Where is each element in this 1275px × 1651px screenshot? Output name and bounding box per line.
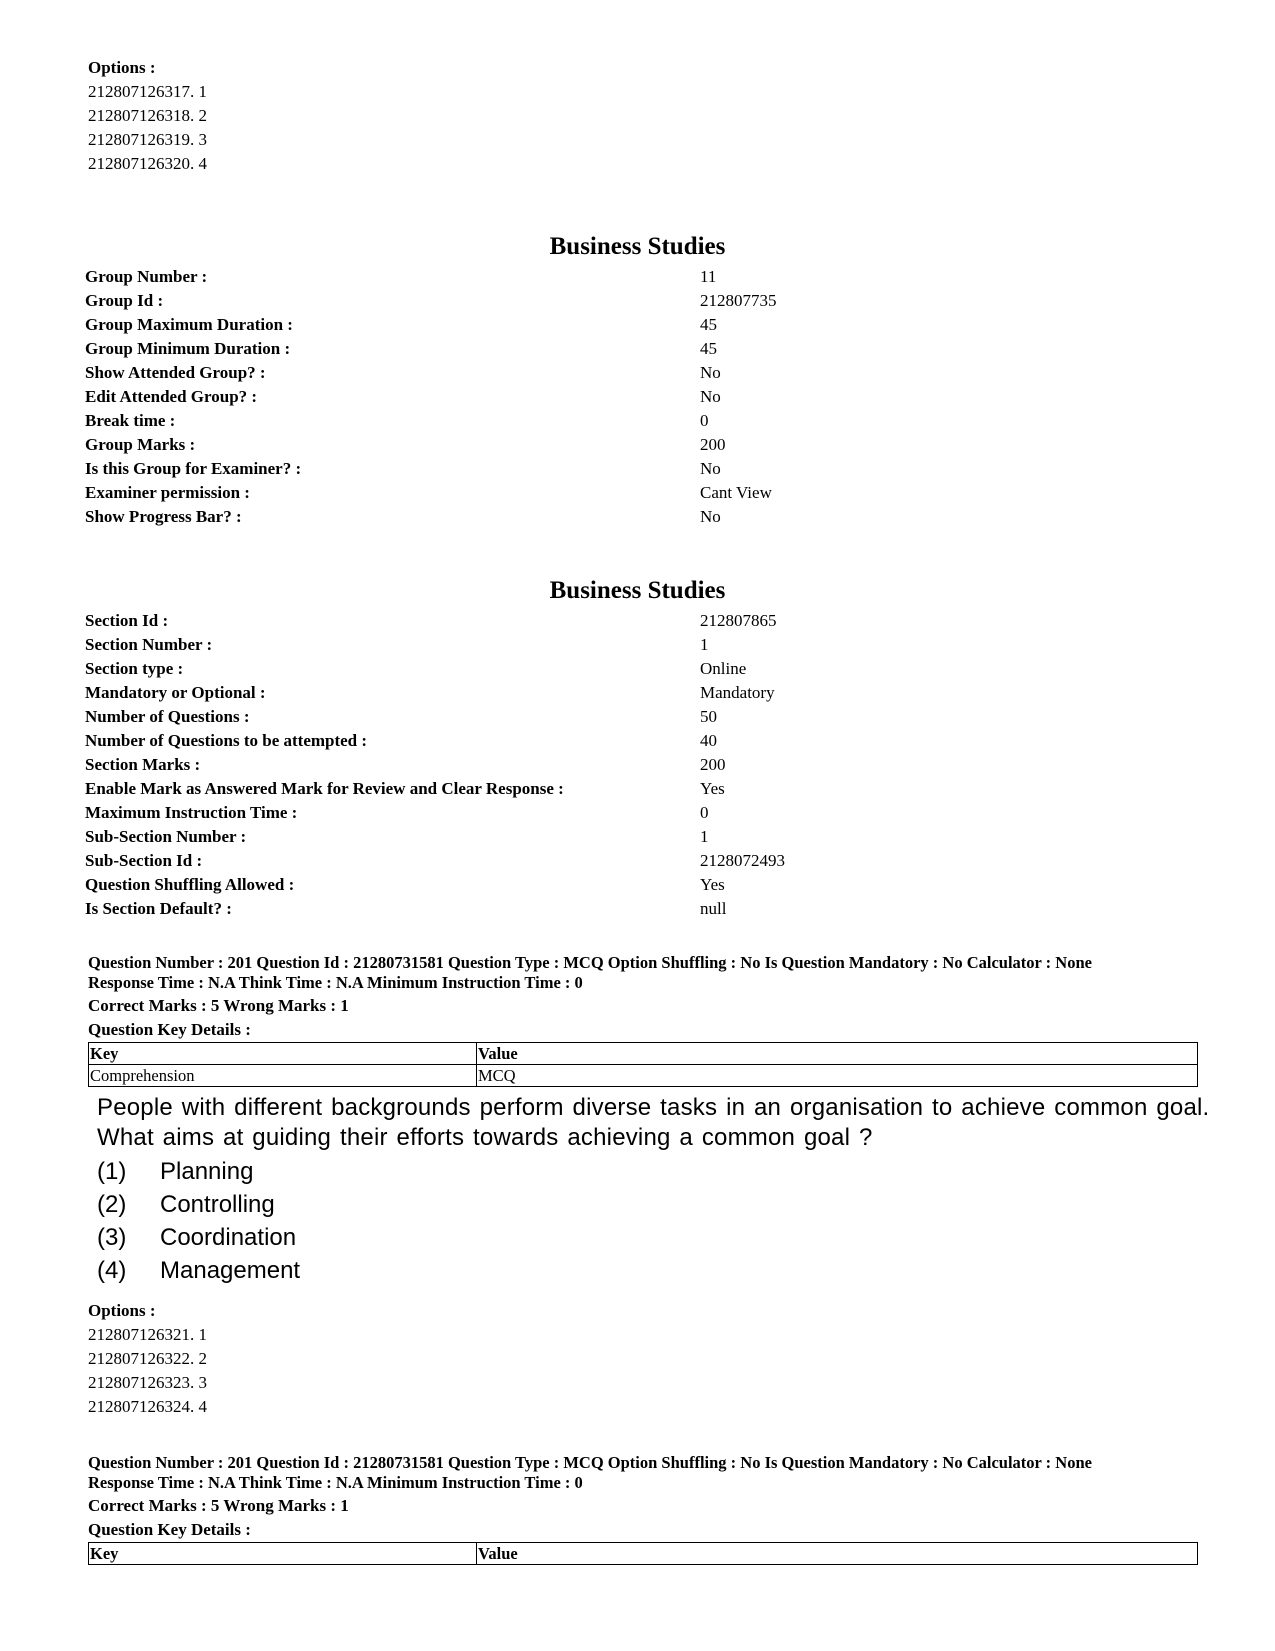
section-row-value: 40 [700, 731, 717, 750]
question-meta-line1: Question Number : 201 Question Id : 21280731581 Question Type : MCQ Option Shuffling : No Is Question Mandatory : No Calculator : None [88, 1453, 1092, 1472]
table-cell-key: Comprehension [89, 1065, 477, 1087]
section-title: Business Studies [549, 577, 726, 604]
group-row-label: Group Id : [85, 291, 164, 310]
option-item: 212807126324. 4 [88, 1397, 207, 1416]
options-label: Options : [88, 58, 156, 77]
group-row [85, 289, 1185, 313]
option-item: 212807126323. 3 [88, 1373, 207, 1392]
option-item: 212807126321. 1 [88, 1325, 207, 1344]
group-row-value: 212807735 [700, 291, 777, 310]
section-row [85, 729, 1185, 753]
group-row [85, 409, 1185, 433]
section-row-value: 2128072493 [700, 851, 785, 870]
section-row [85, 849, 1185, 873]
table-header-key: Key [89, 1543, 477, 1565]
question-meta-line2: Response Time : N.A Think Time : N.A Minimum Instruction Time : 0 [88, 973, 583, 992]
table-header-value: Value [477, 1543, 1198, 1565]
group-row-label: Break time : [85, 411, 176, 430]
section-row-value: 1 [700, 827, 709, 846]
choice-number: (1) [97, 1158, 127, 1185]
question-choice [97, 1221, 1217, 1254]
section-row [85, 777, 1185, 801]
option-item: 212807126318. 2 [88, 106, 207, 125]
section-row-value: 0 [700, 803, 709, 822]
section-row-label: Section Id : [85, 611, 169, 630]
question-choice [97, 1155, 1217, 1188]
group-title: Business Studies [549, 233, 726, 260]
table-header-row [89, 1043, 1198, 1065]
question-key-table [88, 1542, 1198, 1565]
group-row-label: Show Attended Group? : [85, 363, 266, 382]
section-row-label: Sub-Section Number : [85, 827, 247, 846]
group-row-value: No [700, 387, 721, 406]
section-row-value: 50 [700, 707, 717, 726]
question-choice [97, 1254, 1217, 1287]
section-row [85, 705, 1185, 729]
section-row [85, 873, 1185, 897]
group-row [85, 457, 1185, 481]
section-row [85, 825, 1185, 849]
group-row [85, 361, 1185, 385]
section-row [85, 657, 1185, 681]
question-text: People with different backgrounds perform diverse tasks in an organisation to achieve common goal. What aims at guiding their efforts towards achieving a common goal ? [97, 1094, 1210, 1151]
section-row-value: 200 [700, 755, 726, 774]
group-row-value: No [700, 507, 721, 526]
section-row-label: Section type : [85, 659, 184, 678]
question-1-options [88, 1299, 207, 1419]
option-item: 212807126317. 1 [88, 82, 207, 101]
section-row-value: null [700, 899, 727, 918]
group-row [85, 265, 1185, 289]
section-row [85, 633, 1185, 657]
group-row-label: Group Marks : [85, 435, 196, 454]
options-label: Options : [88, 1301, 156, 1320]
group-row-label: Group Maximum Duration : [85, 315, 293, 334]
table-row [89, 1065, 1198, 1087]
group-row-value: 200 [700, 435, 726, 454]
group-row [85, 505, 1185, 529]
section-row-label: Sub-Section Id : [85, 851, 203, 870]
group-row-label: Examiner permission : [85, 483, 250, 502]
choice-text: Controlling [160, 1191, 275, 1218]
group-row-value: 45 [700, 339, 717, 358]
question-1 [88, 953, 1198, 1087]
question-marks: Correct Marks : 5 Wrong Marks : 1 [88, 1496, 349, 1515]
section-row-label: Number of Questions to be attempted : [85, 731, 368, 750]
group-row-value: 0 [700, 411, 709, 430]
group-row [85, 337, 1185, 361]
section-row-value: Mandatory [700, 683, 775, 702]
section-row-label: Mandatory or Optional : [85, 683, 266, 702]
section-row [85, 801, 1185, 825]
question-2 [88, 1453, 1198, 1565]
question-meta-line1: Question Number : 201 Question Id : 21280731581 Question Type : MCQ Option Shuffling : No Is Question Mandatory : No Calculator : None [88, 953, 1092, 972]
question-meta-line2: Response Time : N.A Think Time : N.A Minimum Instruction Time : 0 [88, 1473, 583, 1492]
group-details [85, 265, 1185, 529]
section-row-label: Is Section Default? : [85, 899, 232, 918]
section-row-label: Question Shuffling Allowed : [85, 875, 295, 894]
table-cell-value: MCQ [477, 1065, 1198, 1087]
table-header-key: Key [89, 1043, 477, 1065]
choice-number: (2) [97, 1191, 127, 1218]
section-row [85, 897, 1185, 921]
section-row-label: Enable Mark as Answered Mark for Review and Clear Response : [85, 779, 564, 798]
question-key-table [88, 1042, 1198, 1087]
section-row-label: Section Number : [85, 635, 213, 654]
choice-number: (3) [97, 1224, 127, 1251]
group-row-label: Group Minimum Duration : [85, 339, 291, 358]
choice-text: Planning [160, 1158, 254, 1185]
table-header-row [89, 1543, 1198, 1565]
group-row-value: No [700, 459, 721, 478]
top-options-block [88, 56, 207, 176]
section-row-label: Section Marks : [85, 755, 201, 774]
question-choice [97, 1188, 1217, 1221]
section-row-value: 212807865 [700, 611, 777, 630]
section-row-value: 1 [700, 635, 709, 654]
group-row [85, 481, 1185, 505]
option-item: 212807126319. 3 [88, 130, 207, 149]
section-row-value: Online [700, 659, 747, 678]
section-row-label: Maximum Instruction Time : [85, 803, 298, 822]
section-details [85, 609, 1185, 921]
group-row-value: 11 [700, 267, 717, 286]
section-row [85, 681, 1185, 705]
choice-number: (4) [97, 1257, 127, 1284]
group-row-label: Edit Attended Group? : [85, 387, 258, 406]
section-row-value: Yes [700, 779, 725, 798]
question-key-details-label: Question Key Details : [88, 1020, 251, 1039]
group-row-label: Is this Group for Examiner? : [85, 459, 302, 478]
group-row [85, 433, 1185, 457]
group-row [85, 385, 1185, 409]
question-1-body [97, 1093, 1217, 1287]
option-item: 212807126322. 2 [88, 1349, 207, 1368]
section-row [85, 609, 1185, 633]
option-item: 212807126320. 4 [88, 154, 207, 173]
group-row-label: Show Progress Bar? : [85, 507, 242, 526]
choice-text: Management [160, 1257, 301, 1284]
table-header-value: Value [477, 1043, 1198, 1065]
group-row-label: Group Number : [85, 267, 208, 286]
choice-text: Coordination [160, 1224, 297, 1251]
question-choices [97, 1155, 1217, 1287]
group-row-value: Cant View [700, 483, 772, 502]
section-row [85, 753, 1185, 777]
group-row [85, 313, 1185, 337]
section-row-value: Yes [700, 875, 725, 894]
group-row-value: No [700, 363, 721, 382]
question-marks: Correct Marks : 5 Wrong Marks : 1 [88, 996, 349, 1015]
group-row-value: 45 [700, 315, 717, 334]
section-row-label: Number of Questions : [85, 707, 250, 726]
question-key-details-label: Question Key Details : [88, 1520, 251, 1539]
